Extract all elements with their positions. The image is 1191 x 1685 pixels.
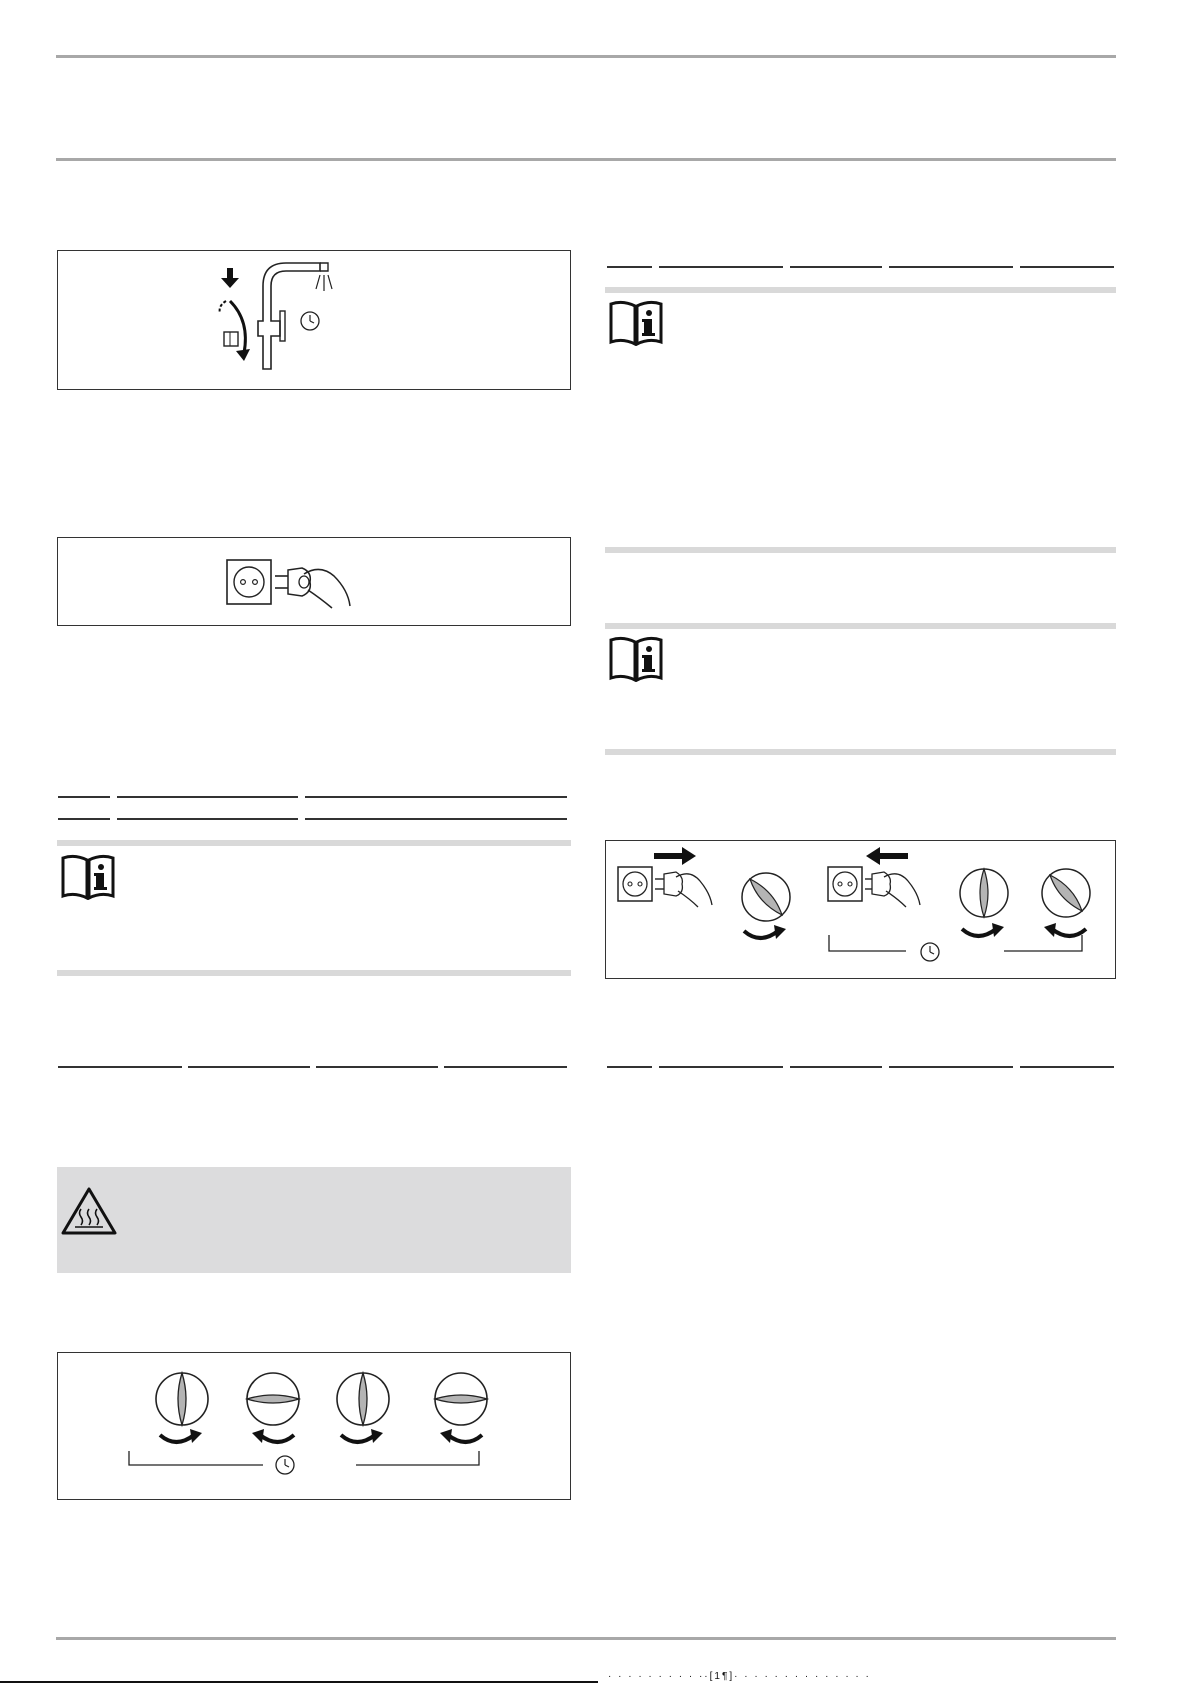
info-icon-right-2 (607, 636, 665, 682)
tap-bleed-icon (58, 251, 570, 389)
header-bottom-rule (56, 158, 1116, 161)
valve-open-close-sequence-icon (58, 1353, 570, 1499)
tap-figure (57, 250, 571, 390)
info-manual-icon (59, 854, 117, 900)
unplug-power-icon (58, 538, 570, 625)
info-bar-right-2-bottom (605, 749, 1116, 755)
info-icon-left (59, 854, 117, 900)
info-bar-right-1-top (605, 287, 1116, 293)
info-icon-right-1 (607, 300, 665, 346)
footer-underline (0, 1681, 598, 1683)
header-top-rule (56, 55, 1116, 58)
info-bar-left-bottom (57, 970, 571, 976)
hot-surface-warning (57, 1167, 571, 1273)
hot-surface-warning-icon (59, 1185, 119, 1237)
info-manual-icon (607, 636, 665, 682)
valve-sequence-figure (57, 1352, 571, 1500)
info-bar-left-top (57, 840, 571, 846)
footer-rule (56, 1637, 1116, 1640)
plug-valve-figure (605, 840, 1116, 979)
plug-valve-sequence-icon (606, 841, 1115, 978)
info-bar-right-1-bottom (605, 547, 1116, 553)
info-manual-icon (607, 300, 665, 346)
footer-text: · · · · · · · · · ··[1¶]· · · · · · · · · · · · · · (608, 1671, 871, 1682)
unplug-figure (57, 537, 571, 626)
info-bar-right-2-top (605, 623, 1116, 629)
